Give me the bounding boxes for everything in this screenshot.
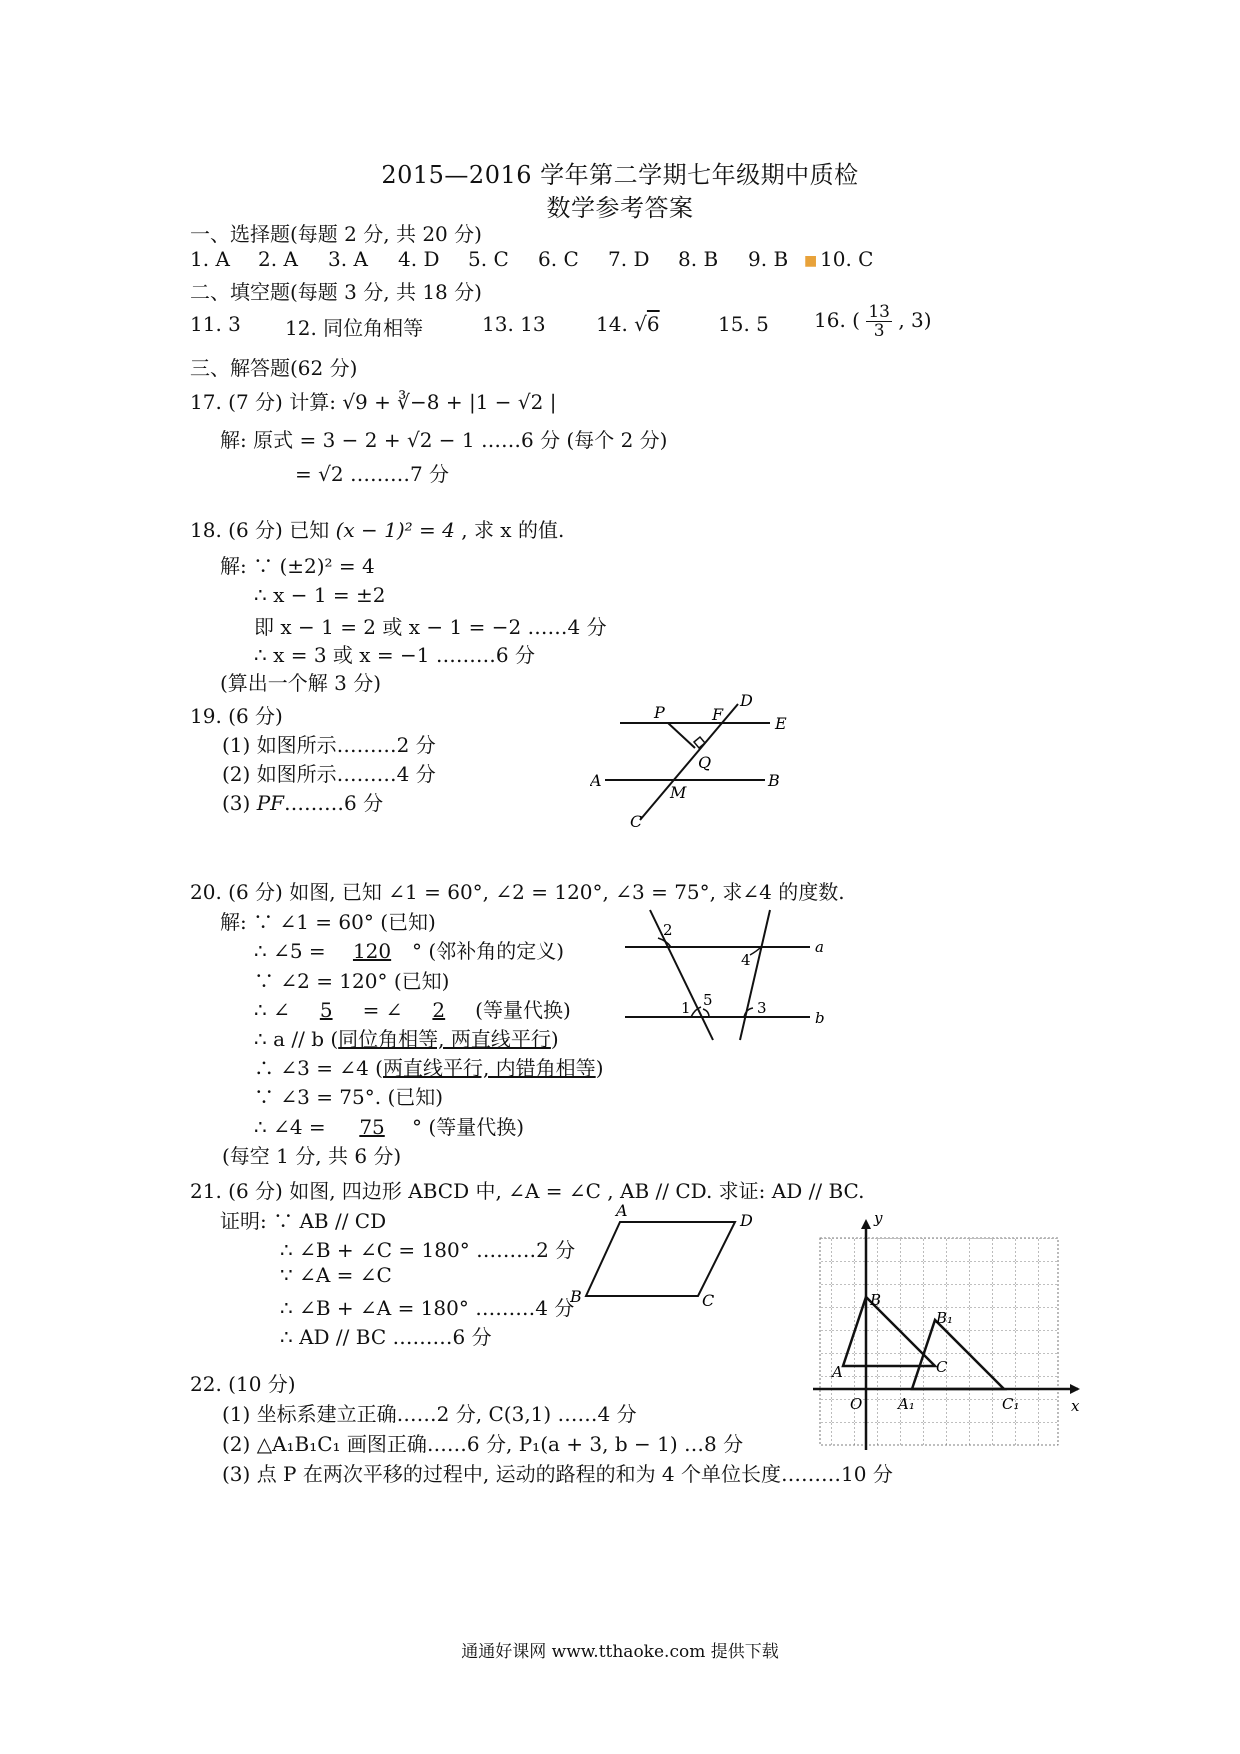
q20-line4-post: (等量代换): [475, 998, 571, 1022]
transversal-2: [740, 910, 770, 1040]
q20-blank-5: 两直线平行, 内错角相等: [382, 1056, 596, 1080]
mc-answer: 6. C: [538, 247, 579, 271]
point-label-c: C: [630, 812, 643, 830]
angle-label-4: 4: [741, 951, 751, 969]
point-label-f: F: [712, 705, 724, 724]
q20-line4: [254, 994, 571, 1023]
fill-answer-12: 12. 同位角相等: [285, 316, 424, 340]
q19-line3-post: ………6 分: [284, 791, 384, 815]
fill-answer-16: [814, 303, 932, 340]
q20-line3: ∵ ∠2 = 120° (已知): [254, 969, 450, 993]
q17-line1-expr: √2 − 1 ……6 分 (每个 2 分): [406, 428, 668, 452]
q21-figure: [570, 1200, 770, 1310]
fill-answer-15: 15. 5: [718, 312, 769, 336]
point-label-a1: A₁: [898, 1395, 915, 1413]
q18-stem-text: 18. (6 分) 已知: [190, 518, 330, 542]
point-label-q: Q: [698, 753, 712, 772]
q20-line5-pre: ∴ a // b (: [254, 1027, 339, 1051]
point-label-a: A: [832, 1363, 843, 1381]
q19-line2: (2) 如图所示………4 分: [222, 762, 436, 786]
q19-line1: (1) 如图所示………2 分: [222, 733, 436, 757]
q20-line6-pre: ∴ ∠3 = ∠4 (: [254, 1056, 383, 1080]
q18-stem: [190, 514, 564, 543]
point-label-e: E: [775, 714, 787, 733]
document-subtitle: 数学参考答案: [546, 194, 694, 222]
q20-line8: [254, 1111, 524, 1140]
q18-line4: ∴ x = 3 或 x = −1 ………6 分: [254, 643, 535, 667]
fill-answer-11: 11. 3: [190, 312, 241, 336]
q20-line1: 解: ∵ ∠1 = 60° (已知): [220, 910, 436, 934]
q19-line3: [222, 787, 383, 816]
section2-heading: 二、填空题(每题 3 分, 共 18 分): [190, 280, 482, 304]
q18-equation: (x − 1)² = 4: [335, 518, 455, 542]
q20-blank-3: 2: [432, 998, 446, 1022]
q21-line2: ∴ ∠B + ∠C = 180° ………2 分: [280, 1238, 576, 1262]
mc-answer: 4. D: [398, 247, 440, 271]
mc-answer: 1. A: [190, 247, 230, 271]
q18-stem-post: , 求 x 的值.: [461, 518, 565, 542]
point-label-b: B: [768, 771, 780, 790]
q20-line6-post: ): [595, 1056, 604, 1080]
point-label-m: M: [670, 783, 687, 802]
mc-answer: 8. B: [678, 247, 719, 271]
fill-answer-14-label: 14.: [596, 312, 628, 336]
q17-stem-text: 17. (7 分) 计算:: [190, 390, 336, 414]
parallelogram-abcd: [586, 1222, 735, 1296]
point-label-p: P: [654, 703, 665, 722]
mc-answer: 5. C: [468, 247, 509, 271]
q17-expression: √9 + ∛−8 + |1 − √2 |: [342, 390, 557, 414]
fraction-denominator: 3: [873, 321, 885, 341]
vertex-label-c: C: [702, 1291, 715, 1310]
fill-answer-16-pre: 16. (: [814, 308, 860, 332]
q22-stem: 22. (10 分): [190, 1372, 296, 1396]
q20-figure: [625, 905, 825, 1045]
line-label-a: a: [815, 938, 824, 956]
mc-answer: 9. B: [748, 247, 789, 271]
vertex-label-a: A: [616, 1201, 628, 1220]
q17-line2: = √2 ………7 分: [295, 462, 450, 486]
q20-blank-6: 75: [359, 1115, 385, 1139]
document-title: 2015—2016 学年第二学期七年级期中质检: [381, 161, 859, 189]
q20-line7: ∵ ∠3 = 75°. (已知): [254, 1085, 444, 1109]
q18-line3: 即 x − 1 = 2 或 x − 1 = −2 ……4 分: [254, 615, 607, 639]
page-footer: 通通好课网 www.tthaoke.com 提供下载: [461, 1642, 779, 1662]
line-pq: [668, 723, 695, 748]
fill-answer-14: [596, 312, 660, 336]
point-label-a: A: [590, 771, 602, 790]
q22-line1: (1) 坐标系建立正确……2 分, C(3,1) ……4 分: [222, 1402, 637, 1426]
q20-line2-pre: ∴ ∠5 =: [254, 939, 326, 963]
q20-line5-post: ): [550, 1027, 559, 1051]
q18-line1: 解: ∵ (±2)² = 4: [220, 554, 375, 578]
q20-line9: (每空 1 分, 共 6 分): [222, 1144, 402, 1168]
q20-blank-2: 5: [319, 998, 333, 1022]
q20-blank-4: 同位角相等, 两直线平行: [338, 1027, 551, 1051]
q20-blank-1: 120: [352, 939, 392, 963]
angle-label-2: 2: [663, 921, 673, 939]
mc-answer: 3. A: [328, 247, 368, 271]
q19-line3-pre: (3): [222, 791, 251, 815]
point-label-c1: C₁: [1002, 1395, 1020, 1413]
angle-arc-5: [703, 1009, 709, 1017]
y-axis-arrow: [861, 1219, 871, 1229]
mc-answer: 2. A: [258, 247, 298, 271]
q21-line5: ∴ AD // BC ………6 分: [280, 1325, 492, 1349]
q20-line8-post: ° (等量代换): [412, 1115, 525, 1139]
q20-line4-mid: = ∠: [362, 998, 403, 1022]
q21-line1: 证明: ∵ AB // CD: [220, 1209, 387, 1233]
axis-label-y: y: [874, 1215, 883, 1227]
point-label-b: B: [870, 1291, 882, 1309]
x-axis-arrow: [1070, 1384, 1080, 1394]
fraction: [866, 303, 892, 340]
q17-line1-text: 解: 原式 = 3 − 2 +: [220, 428, 401, 452]
line-label-b: b: [815, 1009, 825, 1027]
section3-heading: 三、解答题(62 分): [190, 356, 358, 380]
q17-stem: [190, 386, 556, 415]
q20-line4-pre: ∴ ∠: [254, 998, 290, 1022]
mc-answer: 7. D: [608, 247, 650, 271]
angle-label-5: 5: [703, 991, 713, 1009]
vertex-label-d: D: [740, 1211, 753, 1230]
q20-line8-pre: ∴ ∠4 =: [254, 1115, 326, 1139]
origin-label: O: [850, 1395, 863, 1413]
fill-answer-13: 13. 13: [482, 312, 546, 336]
point-label-c: C: [936, 1358, 948, 1376]
q18-line5: (算出一个解 3 分): [220, 671, 382, 695]
transversal-1: [650, 910, 713, 1040]
point-label-b1: B₁: [936, 1309, 954, 1327]
mc-answer: 10. C: [820, 247, 874, 271]
q18-line2: ∴ x − 1 = ±2: [254, 583, 386, 607]
q17-line1: [220, 424, 667, 453]
q21-stem: 21. (6 分) 如图, 四边形 ABCD 中, ∠A = ∠C , AB // CD. 求证: AD // BC.: [190, 1179, 865, 1203]
point-label-d: D: [740, 691, 753, 710]
angle-label-3: 3: [757, 999, 767, 1017]
q22-figure: [808, 1215, 1088, 1460]
angle-label-1: 1: [681, 999, 691, 1017]
q21-line3: ∵ ∠A = ∠C: [280, 1263, 392, 1287]
q22-line3: (3) 点 P 在两次平移的过程中, 运动的路程的和为 4 个单位长度………10 分: [222, 1462, 893, 1486]
q20-line2: [254, 935, 564, 964]
q22-line2: (2) △A₁B₁C₁ 画图正确……6 分, P₁(a + 3, b − 1) …8 分: [222, 1432, 744, 1456]
fill-answer-14-value: 6: [646, 312, 660, 336]
q19-figure: [590, 690, 800, 830]
axis-label-x: x: [1071, 1397, 1080, 1415]
q21-line4: ∴ ∠B + ∠A = 180° ………4 分: [280, 1296, 575, 1320]
q19-stem: 19. (6 分): [190, 704, 283, 728]
sqrt-symbol: √: [634, 312, 647, 336]
q20-line6: [254, 1052, 604, 1081]
q20-line5: [254, 1023, 559, 1052]
section1-heading: 一、选择题(每题 2 分, 共 20 分): [190, 222, 482, 246]
q19-line3-var: PF: [256, 791, 285, 815]
scan-mark: ■: [804, 253, 818, 269]
fill-answer-16-post: , 3): [898, 308, 932, 332]
vertex-label-b: B: [570, 1287, 582, 1306]
q20-stem: 20. (6 分) 如图, 已知 ∠1 = 60°, ∠2 = 120°, ∠3 = 75°, 求∠4 的度数.: [190, 880, 845, 904]
fraction-numerator: 13: [868, 302, 890, 322]
q20-line2-post: ° (邻补角的定义): [412, 939, 565, 963]
grid: [820, 1238, 1058, 1445]
